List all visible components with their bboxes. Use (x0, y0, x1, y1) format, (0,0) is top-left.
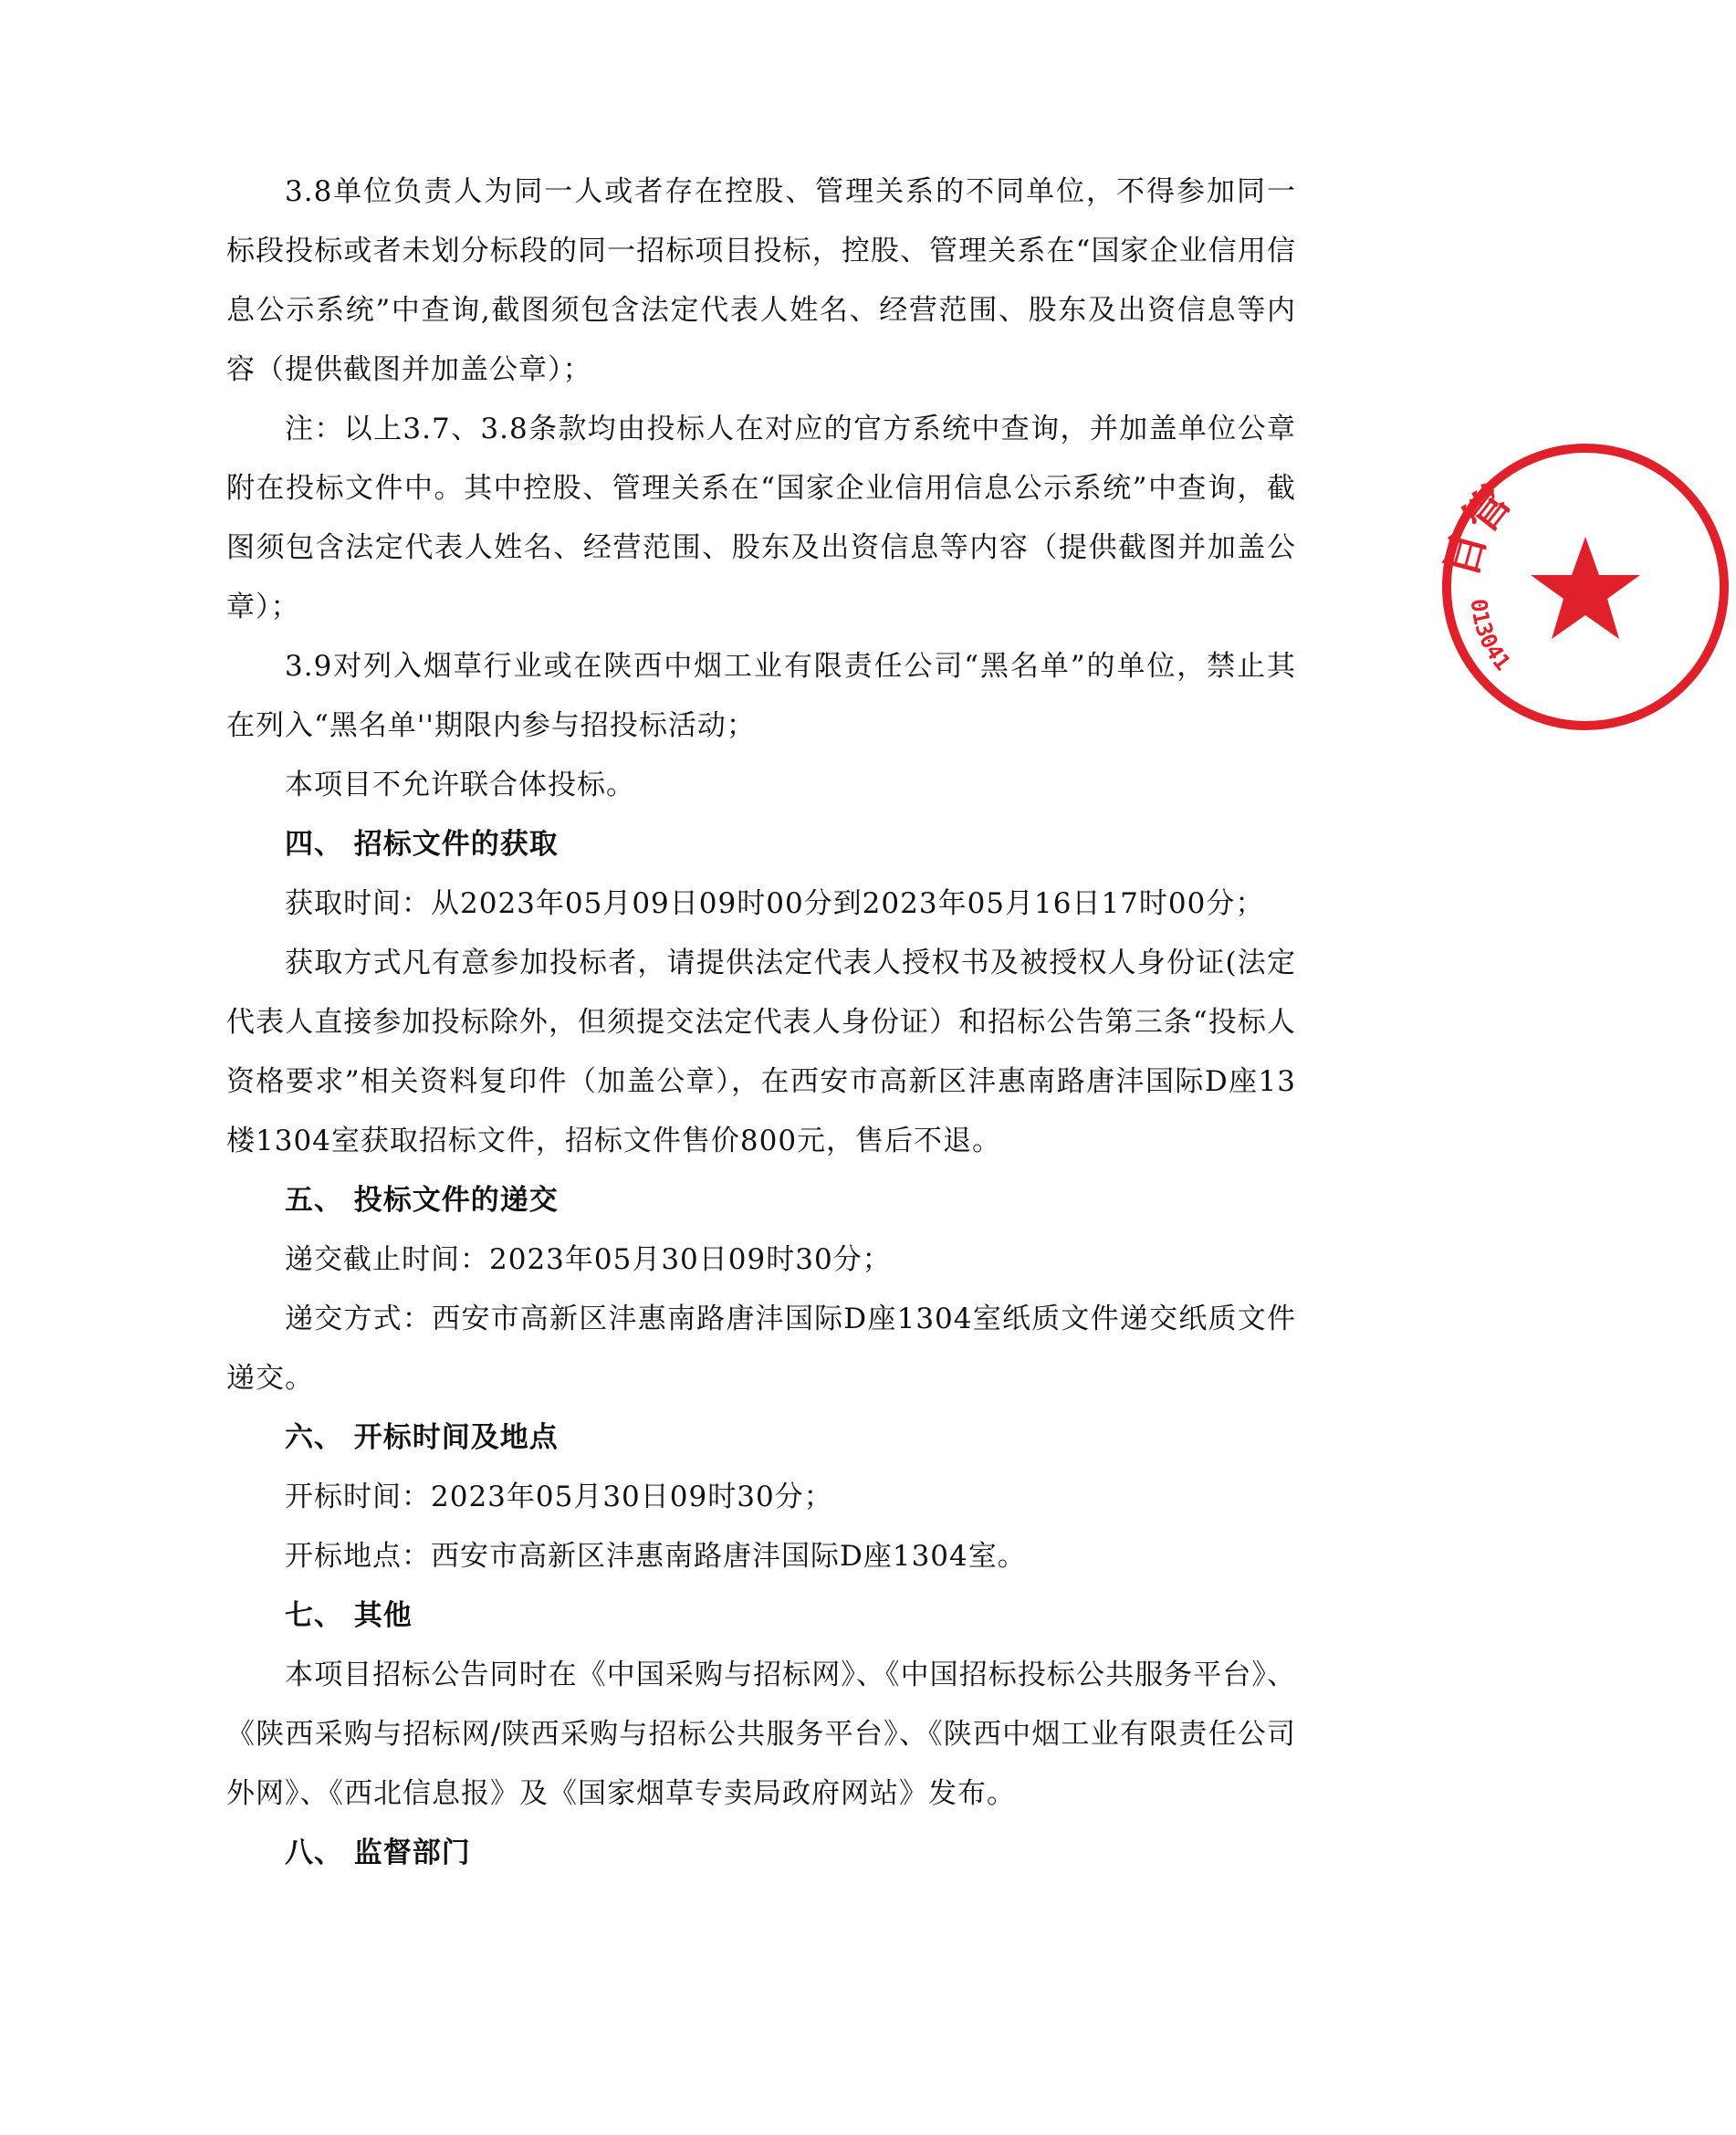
section-4-heading: 四、 招标文件的获取 (285, 828, 559, 861)
submission-deadline: 递交截止时间：2023年05月30日09时30分； (285, 1243, 892, 1276)
document-body (226, 162, 1296, 1883)
section-8-heading: 八、 监督部门 (285, 1837, 471, 1869)
section-5-heading: 五、 投标文件的递交 (285, 1184, 559, 1217)
clause-3-8: 3.8单位负责人为同一人或者存在控股、管理关系的不同单位，不得参加同一标段投标或者未划分标段的同一招标项目投标，控股、管理关系在“国家企业信用信息公示系统”中查询,截图须包含法定代表人姓名、经营范围、股东及出资信息等内容（提供截图并加盖公章）； (226, 175, 1296, 386)
clause-3-9: 3.9对列入烟草行业或在陕西中烟工业有限责任公司“黑名单”的单位，禁止其在列入“黑名单''期限内参与招投标活动； (226, 650, 1296, 742)
submission-method: 递交方式：西安市高新区沣惠南路唐沣国际D座1304室纸质文件递交纸质文件递交。 (226, 1303, 1296, 1395)
section-6-heading: 六、 开标时间及地点 (285, 1421, 559, 1454)
opening-location: 开标地点：西安市高新区沣惠南路唐沣国际D座1304室。 (285, 1540, 1027, 1573)
publication-channels: 本项目招标公告同时在《中国采购与招标网》、《中国招标投标公共服务平台》、《陕西采购与招标网/陕西采购与招标公共服务平台》、《陕西中烟工业有限责任公司外网》、《西北信息报》及《国家烟草专卖局政府网站》发布。 (226, 1659, 1296, 1810)
section-7-heading: 七、 其他 (285, 1599, 413, 1632)
note: 注：以上3.7、3.8条款均由投标人在对应的官方系统中查询，并加盖单位公章附在投标文件中。其中控股、管理关系在“国家企业信用信息公示系统”中查询，截图须包含法定代表人姓名、经营范围、股东及出资信息等内容（提供截图并加盖公章）； (226, 413, 1296, 623)
no-consortium: 本项目不允许联合体投标。 (285, 769, 635, 801)
seal-number-text: 013041 (1465, 597, 1516, 675)
opening-time: 开标时间：2023年05月30日09时30分； (285, 1481, 833, 1513)
company-seal-stamp (1435, 436, 1736, 738)
acquisition-time: 获取时间：从2023年05月09日09时00分到2023年05月16日17时00分； (285, 887, 1265, 920)
seal-arc-text: 目管 (1435, 477, 1522, 583)
acquisition-method: 获取方式凡有意参加投标者，请提供法定代表人授权书及被授权人身份证(法定代表人直接参加投标除外，但须提交法定代表人身份证）和招标公告第三条“投标人资格要求”相关资料复印件（加盖公章），在西安市高新区沣惠南路唐沣国际D座13楼1304室获取招标文件，招标文件售价800元，售后不退。 (226, 947, 1296, 1157)
seal-star-icon (1531, 537, 1640, 639)
